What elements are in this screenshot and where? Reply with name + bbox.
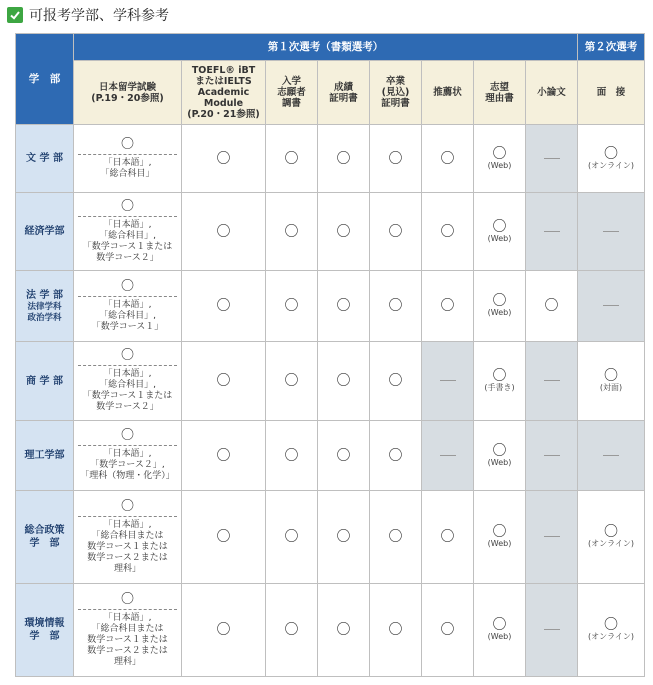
graduation-cell <box>370 193 422 271</box>
application-cell <box>266 342 318 421</box>
transcript-cell <box>318 421 370 491</box>
required-mark: 〇 <box>604 524 618 540</box>
not-required-dash <box>603 231 619 232</box>
required-mark: 〇 <box>492 368 507 384</box>
essay-cell-na <box>526 193 578 271</box>
required-mark: 〇 <box>216 298 231 314</box>
not-required-dash <box>544 380 560 381</box>
required-mark: 〇 <box>388 298 403 314</box>
required-mark: 〇 <box>388 529 403 545</box>
toefl-cell <box>182 193 266 271</box>
application-cell <box>266 491 318 584</box>
graduation-cell <box>370 125 422 193</box>
admission-requirements-table <box>15 33 645 677</box>
eju-cell <box>74 491 182 584</box>
toefl-cell <box>182 421 266 491</box>
toefl-cell <box>182 271 266 342</box>
eju-subjects: 「日本語」, 「総合科目または 数学コース１または 数学コース２または 理科」 <box>87 519 168 574</box>
required-mark: 〇 <box>216 529 231 545</box>
application-cell <box>266 421 318 491</box>
graduation-cell <box>370 491 422 584</box>
required-mark: 〇 <box>336 622 351 638</box>
required-mark: 〇 <box>388 150 403 167</box>
required-mark: 〇 <box>604 368 618 384</box>
interview-cell-na <box>578 421 645 491</box>
col-toefl-header: TOEFL® iBT またはIELTS Academic Module (P.20・21参照) <box>182 61 266 125</box>
recommendation-cell <box>422 584 474 677</box>
table-row <box>16 584 645 677</box>
format-note: (Web) <box>487 632 512 641</box>
format-note: (Web) <box>487 160 512 170</box>
essay-cell-na <box>526 584 578 677</box>
eju-cell <box>74 193 182 271</box>
section-heading <box>7 4 169 26</box>
required-mark: 〇 <box>604 145 618 162</box>
toefl-cell <box>182 491 266 584</box>
format-note: (対面) <box>599 383 623 392</box>
not-required-dash <box>544 536 560 537</box>
required-mark: 〇 <box>388 622 403 638</box>
format-note: (Web) <box>487 308 512 317</box>
required-mark: 〇 <box>388 223 403 240</box>
required-mark: 〇 <box>336 223 351 240</box>
required-mark: 〇 <box>284 373 299 389</box>
required-mark: 〇 <box>216 447 231 464</box>
required-mark: 〇 <box>440 529 455 545</box>
col-transcript-header: 成績 証明書 <box>318 61 370 125</box>
graduation-cell <box>370 584 422 677</box>
transcript-cell <box>318 271 370 342</box>
dept-subdivisions: 法律学科 政治学科 <box>27 301 62 323</box>
required-mark: 〇 <box>336 373 351 389</box>
dept-cell: 理工学部 <box>16 421 74 491</box>
checkbox-checked-icon <box>7 7 23 23</box>
essay-cell-na <box>526 342 578 421</box>
required-mark: 〇 <box>440 223 455 240</box>
motivation-cell <box>474 342 526 421</box>
required-mark: 〇 <box>492 524 507 540</box>
table-row <box>16 342 645 421</box>
required-mark: 〇 <box>440 150 455 167</box>
required-mark: 〇 <box>440 622 455 638</box>
motivation-cell <box>474 271 526 342</box>
required-mark: 〇 <box>284 447 299 464</box>
not-required-dash <box>544 158 560 159</box>
essay-cell-na <box>526 491 578 584</box>
required-mark: 〇 <box>78 429 177 446</box>
dept-cell <box>16 271 74 342</box>
required-mark: 〇 <box>78 138 177 155</box>
col-interview-header: 面 接 <box>578 61 645 125</box>
required-mark: 〇 <box>216 223 231 240</box>
toefl-cell <box>182 125 266 193</box>
format-note: (Web) <box>487 233 512 243</box>
application-cell <box>266 125 318 193</box>
format-note: (オンライン) <box>587 539 634 548</box>
eju-subjects: 「日本語」, 「総合科目」, 「数学コース１」 <box>91 299 164 332</box>
required-mark: 〇 <box>78 593 177 610</box>
required-mark: 〇 <box>216 150 231 167</box>
essay-cell-na <box>526 421 578 491</box>
required-mark: 〇 <box>440 298 455 314</box>
motivation-cell <box>474 193 526 271</box>
eju-cell <box>74 125 182 193</box>
required-mark: 〇 <box>388 447 403 464</box>
dept-name: 法 学 部 <box>26 289 63 301</box>
not-required-dash <box>440 380 456 381</box>
col-dept-header: 学 部 <box>16 34 74 125</box>
not-required-dash <box>544 629 560 630</box>
not-required-dash <box>544 455 560 456</box>
col-graduation-header: 卒業 (見込) 証明書 <box>370 61 422 125</box>
not-required-dash <box>440 455 456 456</box>
application-cell <box>266 193 318 271</box>
application-cell <box>266 271 318 342</box>
required-mark: 〇 <box>216 622 231 638</box>
eju-subjects: 「日本語」, 「総合科目」, 「数学コース１または 数学コース２」 <box>82 219 173 263</box>
application-cell <box>266 584 318 677</box>
recommendation-cell <box>422 193 474 271</box>
eju-cell <box>74 584 182 677</box>
dept-cell: 商 学 部 <box>16 342 74 421</box>
graduation-cell <box>370 271 422 342</box>
interview-cell <box>578 491 645 584</box>
required-mark: 〇 <box>284 150 299 167</box>
required-mark: 〇 <box>336 529 351 545</box>
required-mark: 〇 <box>336 447 351 464</box>
transcript-cell <box>318 125 370 193</box>
toefl-cell <box>182 584 266 677</box>
recommendation-cell <box>422 125 474 193</box>
required-mark: 〇 <box>78 349 177 366</box>
required-mark: 〇 <box>544 298 559 314</box>
eju-cell <box>74 342 182 421</box>
dept-cell: 環境情報 学 部 <box>16 584 74 677</box>
format-note: (Web) <box>487 457 512 467</box>
required-mark: 〇 <box>492 145 507 162</box>
not-required-dash <box>603 305 619 306</box>
transcript-cell <box>318 193 370 271</box>
col-eju-header: 日本留学試験 (P.19・20参照) <box>74 61 182 125</box>
toefl-cell <box>182 342 266 421</box>
dept-cell: 経済学部 <box>16 193 74 271</box>
interview-cell <box>578 125 645 193</box>
dept-cell: 総合政策 学 部 <box>16 491 74 584</box>
required-mark: 〇 <box>216 373 231 389</box>
required-mark: 〇 <box>284 622 299 638</box>
not-required-dash <box>544 231 560 232</box>
col-motivation-header: 志望 理由書 <box>474 61 526 125</box>
eju-subjects: 「日本語」, 「総合科目または 数学コース１または 数学コース２または 理科」 <box>87 612 168 667</box>
required-mark: 〇 <box>284 298 299 314</box>
recommendation-cell-na <box>422 421 474 491</box>
graduation-cell <box>370 342 422 421</box>
eju-subjects: 「日本語」, 「数学コース２」, 「理科（物理・化学）」 <box>80 449 175 481</box>
dept-cell: 文 学 部 <box>16 125 74 193</box>
stage1-header: 第１次選考（書類選考） <box>74 34 578 61</box>
essay-cell-na <box>526 125 578 193</box>
motivation-cell <box>474 491 526 584</box>
table-row <box>16 193 645 271</box>
interview-cell-na <box>578 193 645 271</box>
required-mark: 〇 <box>78 200 177 217</box>
format-note: (オンライン) <box>587 632 634 641</box>
required-mark: 〇 <box>78 280 177 297</box>
stage2-header: 第２次選考 <box>578 34 645 61</box>
not-required-dash <box>603 455 619 456</box>
required-mark: 〇 <box>284 223 299 240</box>
recommendation-cell <box>422 271 474 342</box>
eju-cell <box>74 421 182 491</box>
required-mark: 〇 <box>492 617 507 633</box>
table-row <box>16 421 645 491</box>
required-mark: 〇 <box>388 373 403 389</box>
graduation-cell <box>370 421 422 491</box>
table-row <box>16 271 645 342</box>
required-mark: 〇 <box>336 150 351 167</box>
col-application-header: 入学 志願者 調書 <box>266 61 318 125</box>
required-mark: 〇 <box>78 500 177 517</box>
col-essay-header: 小論文 <box>526 61 578 125</box>
required-mark: 〇 <box>604 617 618 633</box>
section-heading-text: 可报考学部、学科参考 <box>29 8 169 24</box>
recommendation-cell-na <box>422 342 474 421</box>
recommendation-cell <box>422 491 474 584</box>
interview-cell <box>578 342 645 421</box>
required-mark: 〇 <box>492 293 507 309</box>
interview-cell-na <box>578 271 645 342</box>
col-recommendation-header: 推薦状 <box>422 61 474 125</box>
motivation-cell <box>474 584 526 677</box>
format-note: (Web) <box>487 539 512 548</box>
motivation-cell <box>474 421 526 491</box>
format-note: (手書き) <box>484 383 515 392</box>
format-note: (オンライン) <box>587 160 634 170</box>
required-mark: 〇 <box>492 218 507 235</box>
table-row <box>16 125 645 193</box>
required-mark: 〇 <box>336 298 351 314</box>
eju-cell <box>74 271 182 342</box>
required-mark: 〇 <box>492 442 507 459</box>
eju-subjects: 「日本語」, 「総合科目」, 「数学コース１または 数学コース２」 <box>82 369 173 412</box>
transcript-cell <box>318 584 370 677</box>
eju-subjects: 「日本語」, 「総合科目」 <box>100 157 155 179</box>
table-row <box>16 491 645 584</box>
interview-cell <box>578 584 645 677</box>
required-mark: 〇 <box>284 529 299 545</box>
motivation-cell <box>474 125 526 193</box>
transcript-cell <box>318 491 370 584</box>
essay-cell <box>526 271 578 342</box>
transcript-cell <box>318 342 370 421</box>
